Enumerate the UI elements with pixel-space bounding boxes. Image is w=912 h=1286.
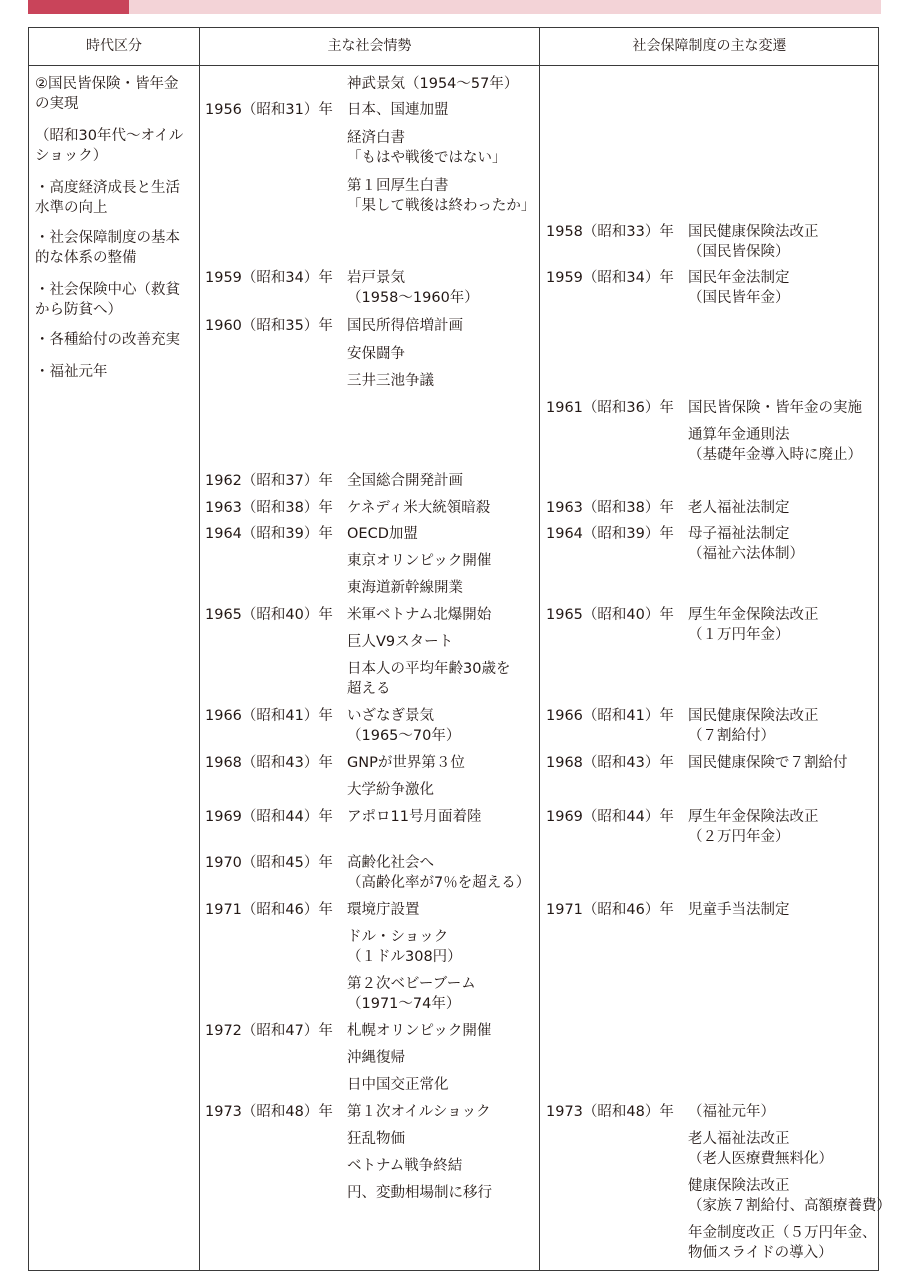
- era-text: 水準の向上: [35, 200, 108, 216]
- policy-year: 1959（昭和34）年: [546, 270, 674, 286]
- policy-event: 国民健康保険で７割給付: [688, 755, 848, 771]
- policy-event: 厚生年金保険法改正: [688, 809, 819, 825]
- policy-event: 国民皆保険・皆年金の実施: [688, 400, 862, 416]
- policy-event: 物価スライドの導入）: [688, 1245, 833, 1261]
- social-year: 1968（昭和43）年: [205, 755, 333, 771]
- social-event: 第１次オイルショック: [347, 1104, 491, 1120]
- policy-event: 老人福祉法改正: [688, 1131, 790, 1147]
- header-era: 時代区分: [86, 38, 142, 54]
- social-year: 1973（昭和48）年: [205, 1104, 333, 1120]
- policy-year: 1968（昭和43）年: [546, 755, 674, 771]
- era-text: ・福祉元年: [35, 364, 108, 380]
- era-text: ・社会保障制度の基本: [35, 230, 180, 246]
- policy-year: 1973（昭和48）年: [546, 1104, 674, 1120]
- social-year: 1970（昭和45）年: [205, 855, 333, 871]
- policy-event: （福祉六法体制）: [688, 546, 804, 562]
- policy-event: （福祉元年）: [688, 1104, 775, 1120]
- header-policy: 社会保障制度の主な変遷: [632, 38, 787, 54]
- social-event: 日本、国連加盟: [347, 102, 449, 118]
- social-event: 「果して戦後は終わったか」: [347, 198, 536, 214]
- social-year: 1962（昭和37）年: [205, 473, 333, 489]
- social-year: 1959（昭和34）年: [205, 270, 333, 286]
- social-event: ドル・ショック: [347, 929, 449, 945]
- social-event: 安保闘争: [347, 346, 405, 362]
- social-event: 東京オリンピック開催: [347, 553, 492, 569]
- policy-event: 健康保険法改正: [688, 1178, 790, 1194]
- social-year: 1960（昭和35）年: [205, 318, 333, 334]
- social-event: 東海道新幹線開業: [347, 580, 463, 596]
- policy-event: 厚生年金保険法改正: [688, 607, 819, 623]
- social-event: （1965〜70年）: [347, 728, 461, 744]
- policy-event: （老人医療費無料化）: [688, 1151, 833, 1167]
- social-year: 1969（昭和44）年: [205, 809, 333, 825]
- social-event: 円、変動相場制に移行: [347, 1185, 492, 1201]
- policy-event: 通算年金通則法: [688, 427, 790, 443]
- social-event: 巨人V9スタート: [347, 634, 454, 650]
- era-text: の実現: [35, 96, 79, 112]
- policy-year: 1964（昭和39）年: [546, 526, 674, 542]
- social-year: 1964（昭和39）年: [205, 526, 333, 542]
- header-divider: [29, 65, 878, 66]
- era-text: ・各種給付の改善充実: [35, 332, 180, 348]
- social-event: 超える: [347, 681, 391, 697]
- era-text: から防貧へ）: [35, 302, 122, 318]
- social-event: いざなぎ景気: [347, 708, 434, 724]
- social-event: ケネディ米大統領暗殺: [347, 500, 491, 516]
- social-event: 全国総合開発計画: [347, 473, 463, 489]
- social-event: 環境庁設置: [347, 902, 420, 918]
- policy-year: 1971（昭和46）年: [546, 902, 674, 918]
- policy-event: （家族７割給付、高額療養費）: [688, 1198, 891, 1214]
- top-color-bar-accent: [28, 0, 129, 14]
- policy-event: （国民皆保険）: [688, 244, 790, 260]
- social-year: 1966（昭和41）年: [205, 708, 333, 724]
- era-text: ②国民皆保険・皆年金: [35, 76, 179, 92]
- policy-year: 1965（昭和40）年: [546, 607, 674, 623]
- era-text: （昭和30年代〜オイル: [35, 128, 184, 144]
- social-event: （１ドル308円）: [347, 949, 462, 965]
- policy-event: （２万円年金）: [688, 829, 790, 845]
- social-event: （1958〜1960年）: [347, 290, 479, 306]
- policy-event: 母子福祉法制定: [688, 526, 790, 542]
- policy-event: （国民皆年金）: [688, 290, 790, 306]
- policy-event: 児童手当法制定: [688, 902, 790, 918]
- era-text: 的な体系の整備: [35, 250, 137, 266]
- social-year: 1956（昭和31）年: [205, 102, 333, 118]
- policy-event: 年金制度改正（５万円年金、: [688, 1225, 877, 1241]
- policy-event: （７割給付）: [688, 728, 775, 744]
- social-year: 1963（昭和38）年: [205, 500, 333, 516]
- policy-event: 国民年金法制定: [688, 270, 790, 286]
- social-event: 神武景気（1954〜57年）: [347, 76, 519, 92]
- policy-year: 1966（昭和41）年: [546, 708, 674, 724]
- policy-event: 国民健康保険法改正: [688, 708, 819, 724]
- social-event: 経済白書: [347, 130, 405, 146]
- social-event: 岩戸景気: [347, 270, 405, 286]
- social-event: （1971〜74年）: [347, 996, 461, 1012]
- social-event: 日本人の平均年齢30歳を: [347, 661, 511, 677]
- policy-event: 国民健康保険法改正: [688, 224, 819, 240]
- social-event: 大学紛争激化: [347, 782, 434, 798]
- era-text: ショック）: [35, 148, 108, 164]
- social-event: 高齢化社会へ: [347, 855, 434, 871]
- social-year: 1972（昭和47）年: [205, 1023, 333, 1039]
- social-event: 第１回厚生白書: [347, 178, 449, 194]
- policy-event: 老人福祉法制定: [688, 500, 790, 516]
- policy-year: 1969（昭和44）年: [546, 809, 674, 825]
- policy-year: 1958（昭和33）年: [546, 224, 674, 240]
- social-event: 日中国交正常化: [347, 1077, 449, 1093]
- social-event: 沖縄復帰: [347, 1050, 405, 1066]
- social-year: 1965（昭和40）年: [205, 607, 333, 623]
- social-event: 狂乱物価: [347, 1131, 405, 1147]
- social-event: ベトナム戦争終結: [347, 1158, 463, 1174]
- social-event: 国民所得倍増計画: [347, 318, 463, 334]
- social-event: 第２次ベビーブーム: [347, 976, 476, 992]
- social-event: アポロ11号月面着陸: [347, 809, 482, 825]
- social-event: （高齢化率が7％を超える）: [347, 875, 531, 891]
- header-social: 主な社会情勢: [327, 38, 412, 54]
- social-event: 「もはや戦後ではない」: [347, 150, 507, 166]
- social-event: OECD加盟: [347, 526, 418, 542]
- history-table: [28, 27, 891, 1271]
- policy-year: 1961（昭和36）年: [546, 400, 674, 416]
- policy-event: （基礎年金導入時に廃止）: [688, 447, 862, 463]
- era-text: ・高度経済成長と生活: [35, 180, 180, 196]
- social-event: 札幌オリンピック開催: [347, 1023, 492, 1039]
- era-text: ・社会保険中心（救貧: [35, 282, 180, 298]
- social-event: GNPが世界第３位: [347, 755, 465, 771]
- policy-event: （１万円年金）: [688, 627, 790, 643]
- social-year: 1971（昭和46）年: [205, 902, 333, 918]
- social-event: 三井三池争議: [347, 373, 434, 389]
- column-divider: [539, 28, 540, 1270]
- column-divider: [199, 28, 200, 1270]
- social-event: 米軍ベトナム北爆開始: [347, 607, 492, 623]
- top-color-bar: [28, 0, 881, 14]
- policy-year: 1963（昭和38）年: [546, 500, 674, 516]
